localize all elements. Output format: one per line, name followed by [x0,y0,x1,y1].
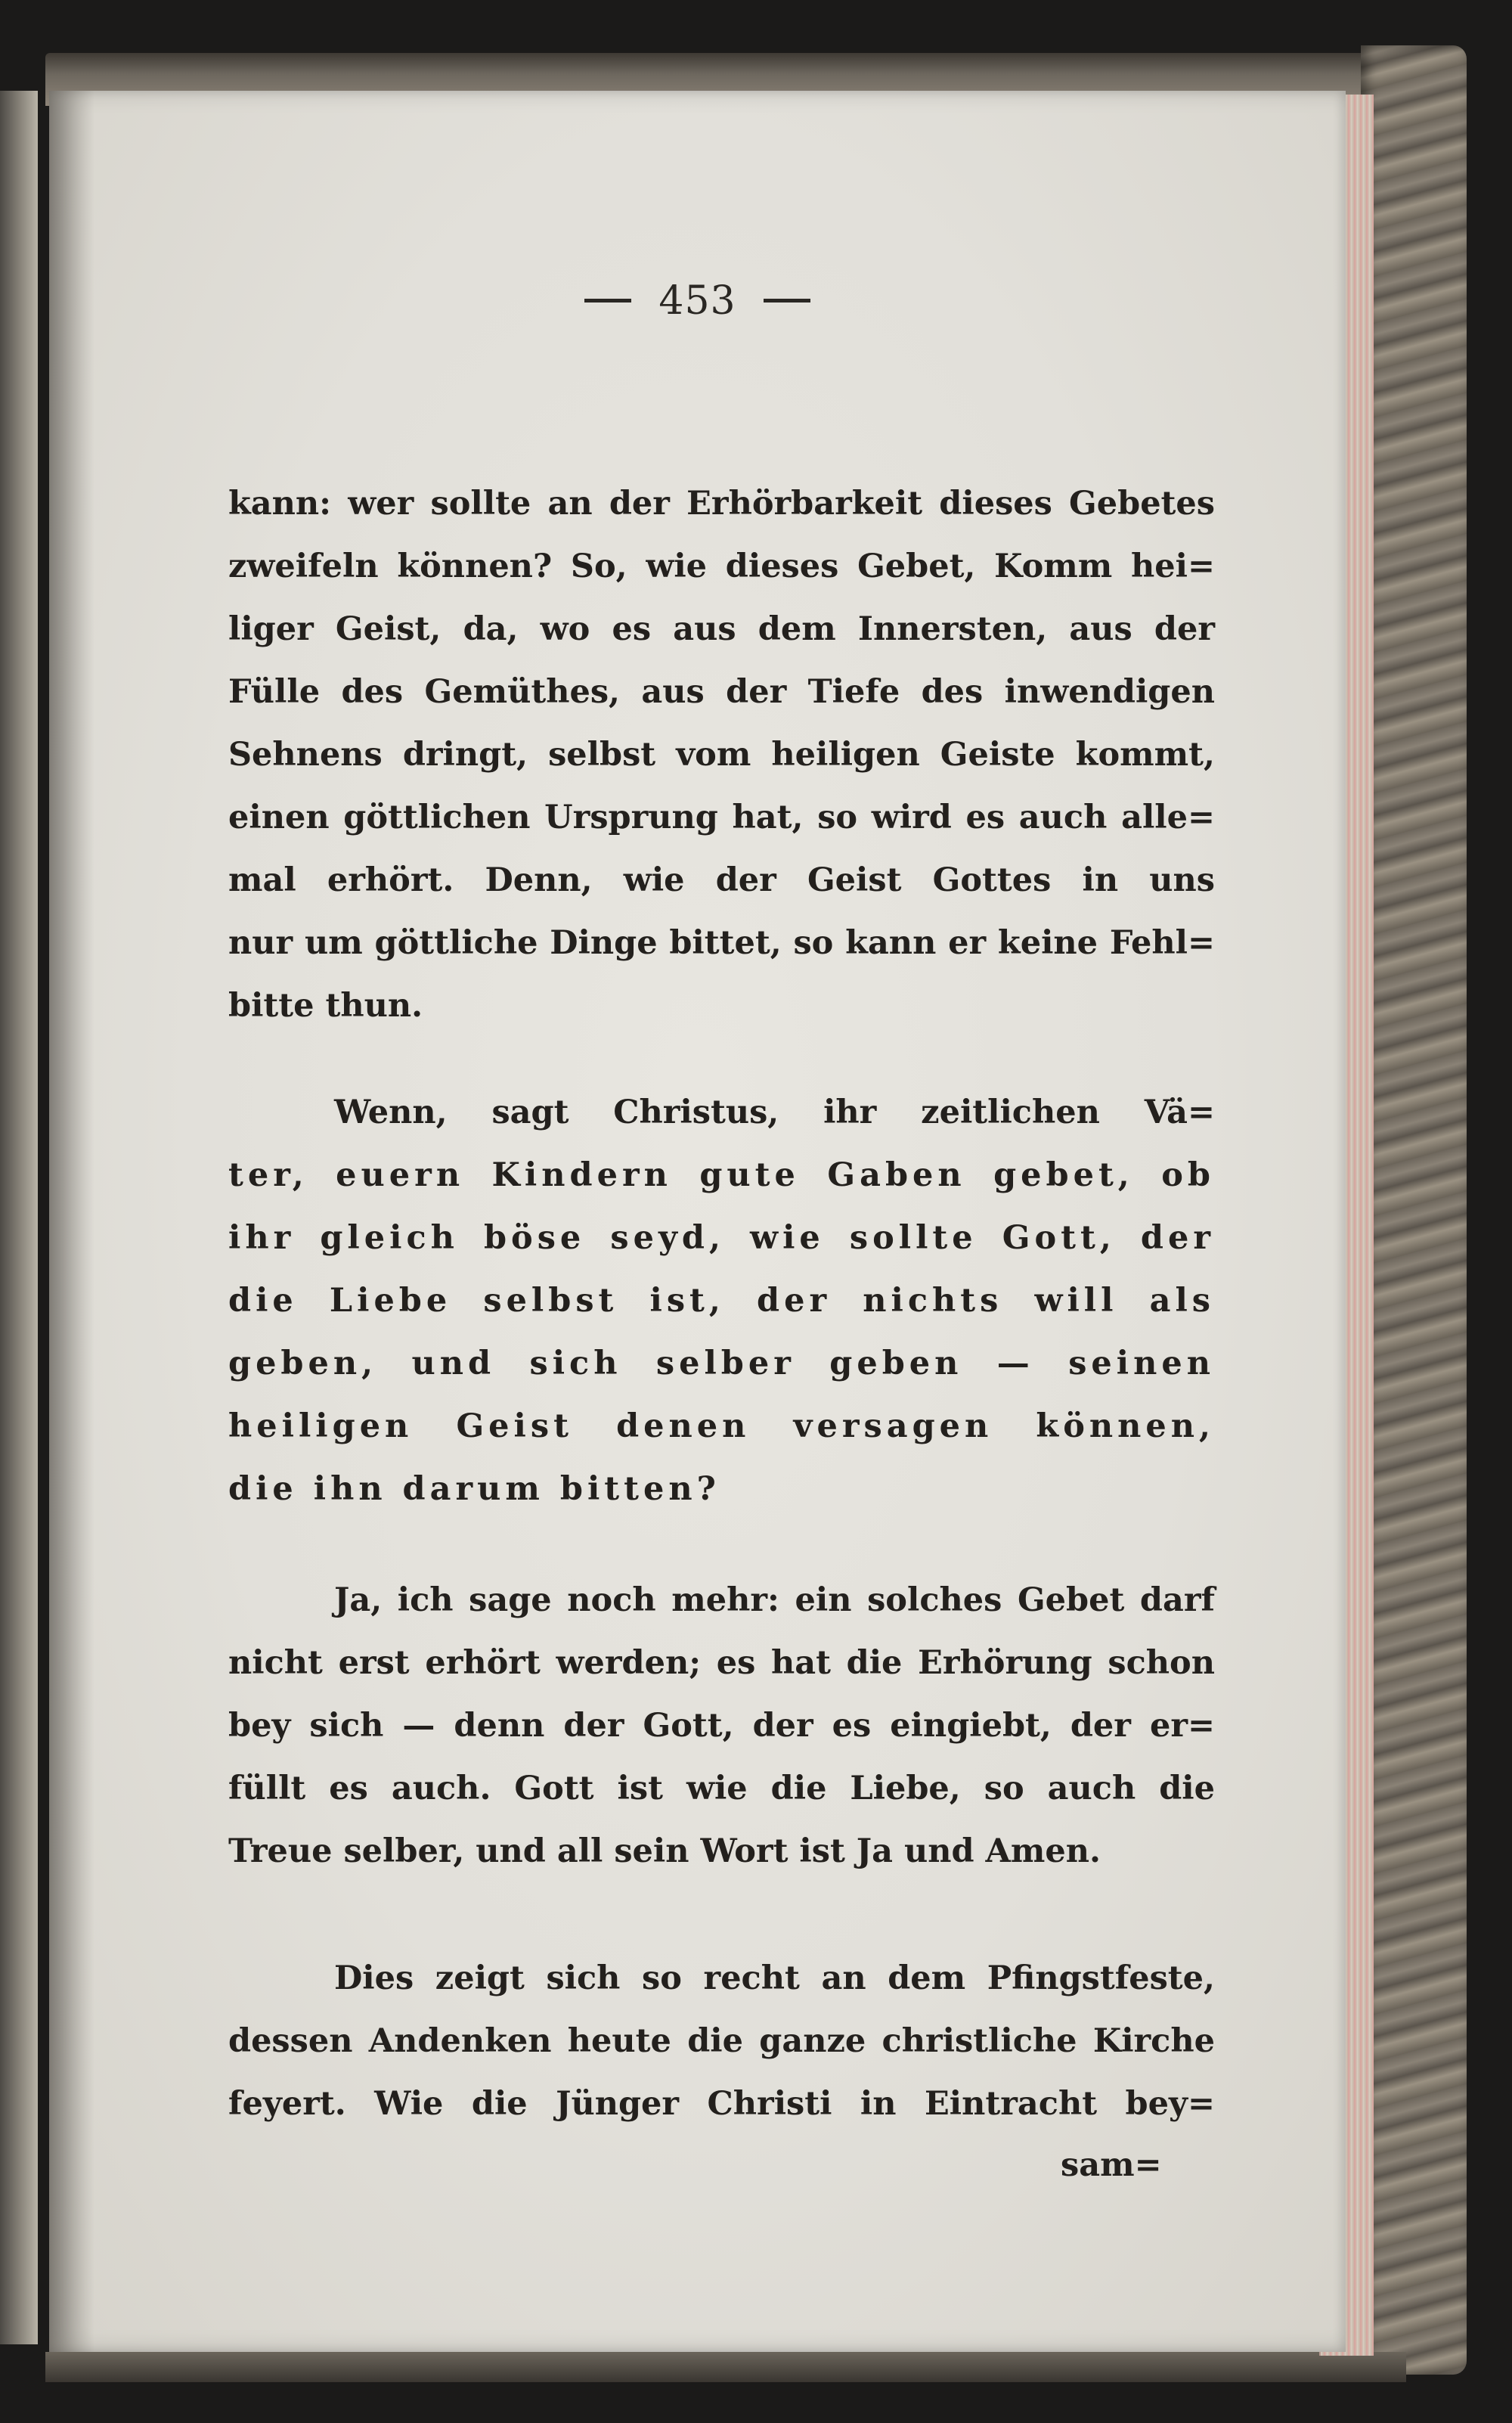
text-line: geben, und sich selber geben — seinen [228,1345,1215,1382]
text-line: nur um göttliche Dinge bittet, so kann er keine Fehl= [228,924,1215,962]
text-line: kann: wer sollte an der Erhörbarkeit dieses Gebetes [228,485,1215,523]
text-line: ter, euern Kindern gute Gaben gebet, ob [228,1156,1215,1194]
text-line: zweifeln können? So, wie dieses Gebet, Komm hei= [228,548,1215,585]
text-line: Ja, ich sage noch mehr: ein solches Gebet darf [334,1581,1215,1619]
paragraph-4 [228,1947,1215,2136]
text-line: Fülle des Gemüthes, aus der Tiefe des inwendigen [228,673,1215,711]
text-line: die Liebe selbst ist, der nichts will als [228,1282,1215,1320]
text-line: bey sich — denn der Gott, der es eingiebt, der er= [228,1707,1215,1745]
text-line: einen göttlichen Ursprung hat, so wird es auch alle= [228,799,1215,836]
text-line: nicht erst erhört werden; es hat die Erhörung schon [228,1644,1215,1682]
text-line: Treue selber, und all sein Wort ist Ja und Amen. [228,1832,1101,1870]
paragraph-1 [228,473,1215,1038]
text-line: die ihn darum bitten? [228,1470,720,1508]
book-cover-bottom-edge [45,2352,1406,2382]
text-line: Sehnens dringt, selbst vom heiligen Geiste kommt, [228,736,1215,774]
gutter-shadow [49,91,94,2352]
text-line: liger Geist, da, wo es aus dem Innersten, aus der [228,610,1215,648]
marbled-cover-edge [1361,45,1467,2375]
paragraph-2 [228,1081,1215,1521]
catchword: sam= [1061,2146,1162,2184]
previous-page-edge [0,91,38,2344]
text-line: mal erhört. Denn, wie der Geist Gottes in uns [228,861,1215,899]
text-line: bitte thun. [228,987,423,1025]
paragraph-3 [228,1569,1215,1883]
header-dash-right [764,299,810,302]
running-header [49,278,1346,324]
text-line: Wenn, sagt Christus, ihr zeitlichen Vä= [334,1094,1215,1131]
text-line: ihr gleich böse seyd, wie sollte Gott, der [228,1219,1215,1257]
text-line: feyert. Wie die Jünger Christi in Eintracht bey= [228,2085,1215,2123]
text-line: heiligen Geist denen versagen können, [228,1407,1215,1445]
book-page [49,91,1346,2352]
text-line: füllt es auch. Gott ist wie die Liebe, so auch die [228,1770,1215,1807]
page-number: 453 [658,278,736,324]
text-line: dessen Andenken heute die ganze christliche Kirche [228,2022,1215,2060]
header-dash-left [584,299,631,302]
text-line: Dies zeigt sich so recht an dem Pfingstfeste, [334,1959,1215,1997]
